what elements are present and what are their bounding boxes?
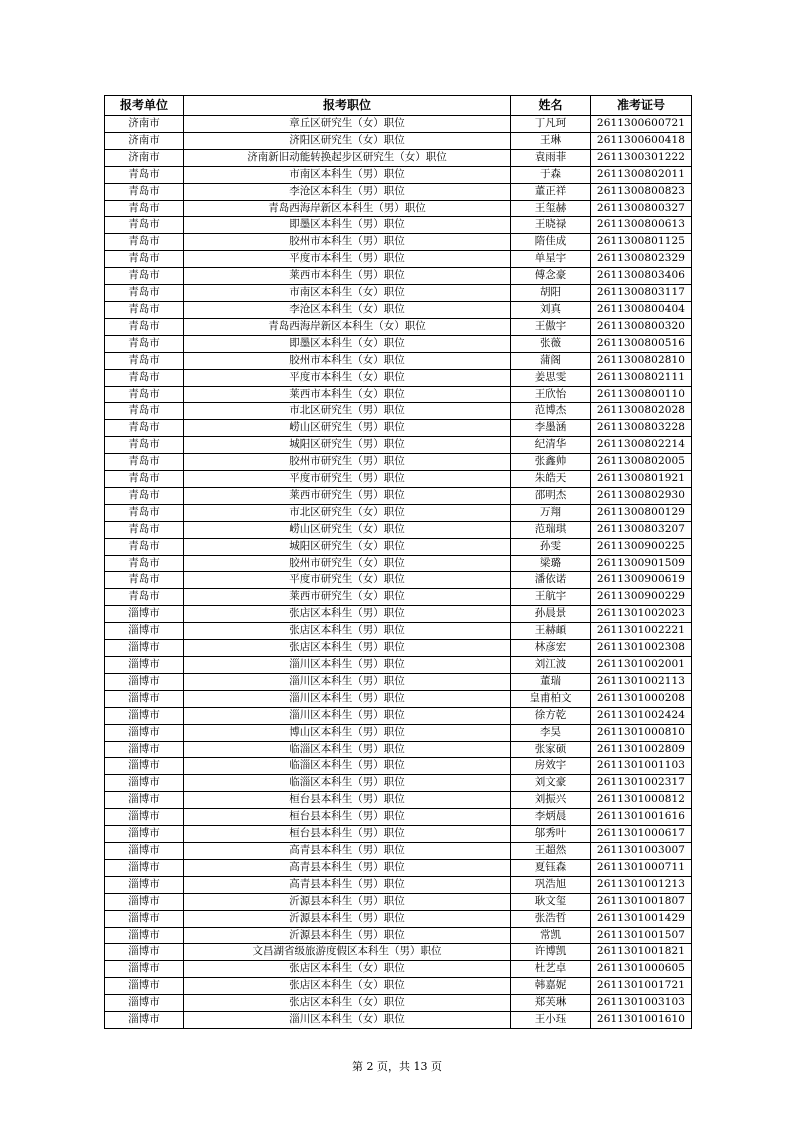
cell-name: 李昊 xyxy=(511,724,591,741)
cell-unit: 青岛市 xyxy=(105,251,184,268)
cell-exam-number: 2611301000810 xyxy=(591,724,692,741)
cell-name: 夏钰森 xyxy=(511,859,591,876)
table-row xyxy=(105,606,692,623)
candidate-table xyxy=(104,95,692,1029)
table-row xyxy=(105,792,692,809)
cell-position: 桓台县本科生（男）职位 xyxy=(184,826,511,843)
cell-exam-number: 2611301002113 xyxy=(591,673,692,690)
table-row xyxy=(105,775,692,792)
table-row xyxy=(105,944,692,961)
header-name: 姓名 xyxy=(511,96,591,116)
cell-position: 桓台县本科生（男）职位 xyxy=(184,809,511,826)
cell-exam-number: 2611300800129 xyxy=(591,504,692,521)
cell-exam-number: 2611300802214 xyxy=(591,437,692,454)
cell-name: 常凯 xyxy=(511,927,591,944)
cell-exam-number: 2611300803228 xyxy=(591,420,692,437)
cell-name: 张浩哲 xyxy=(511,910,591,927)
cell-position: 胶州市本科生（女）职位 xyxy=(184,352,511,369)
cell-name: 王琳 xyxy=(511,132,591,149)
cell-unit: 济南市 xyxy=(105,116,184,133)
cell-unit: 淄博市 xyxy=(105,673,184,690)
cell-exam-number: 2611300802111 xyxy=(591,369,692,386)
table-row xyxy=(105,657,692,674)
cell-name: 郑芙琳 xyxy=(511,995,591,1012)
table-row xyxy=(105,707,692,724)
table-row xyxy=(105,251,692,268)
cell-unit: 青岛市 xyxy=(105,420,184,437)
cell-name: 范瑞琪 xyxy=(511,521,591,538)
cell-unit: 淄博市 xyxy=(105,690,184,707)
cell-unit: 济南市 xyxy=(105,132,184,149)
cell-name: 张家硕 xyxy=(511,741,591,758)
cell-position: 济南新旧动能转换起步区研究生（女）职位 xyxy=(184,149,511,166)
cell-exam-number: 2611301002221 xyxy=(591,623,692,640)
cell-unit: 青岛市 xyxy=(105,403,184,420)
cell-exam-number: 2611301000605 xyxy=(591,961,692,978)
cell-unit: 淄博市 xyxy=(105,809,184,826)
page-footer: 第 2 页，共 13 页 xyxy=(352,1060,442,1073)
cell-position: 淄川区本科生（女）职位 xyxy=(184,1012,511,1029)
cell-position: 张店区本科生（女）职位 xyxy=(184,978,511,995)
cell-position: 高青县本科生（男）职位 xyxy=(184,842,511,859)
table-row xyxy=(105,758,692,775)
cell-unit: 青岛市 xyxy=(105,234,184,251)
table-row xyxy=(105,335,692,352)
cell-unit: 青岛市 xyxy=(105,572,184,589)
cell-position: 平度市本科生（女）职位 xyxy=(184,369,511,386)
header-unit: 报考单位 xyxy=(105,96,184,116)
table-row xyxy=(105,234,692,251)
cell-position: 李沧区本科生（男）职位 xyxy=(184,183,511,200)
cell-position: 济阳区研究生（女）职位 xyxy=(184,132,511,149)
cell-exam-number: 2611301000812 xyxy=(591,792,692,809)
cell-exam-number: 2611300800823 xyxy=(591,183,692,200)
cell-name: 孙晨景 xyxy=(511,606,591,623)
cell-name: 张薇 xyxy=(511,335,591,352)
cell-unit: 青岛市 xyxy=(105,318,184,335)
cell-exam-number: 2611301001807 xyxy=(591,893,692,910)
cell-name: 许博凯 xyxy=(511,944,591,961)
cell-exam-number: 2611301002308 xyxy=(591,640,692,657)
cell-name: 梁璐 xyxy=(511,555,591,572)
cell-exam-number: 2611301001721 xyxy=(591,978,692,995)
cell-unit: 淄博市 xyxy=(105,876,184,893)
cell-unit: 青岛市 xyxy=(105,504,184,521)
table-row xyxy=(105,741,692,758)
cell-exam-number: 2611301001616 xyxy=(591,809,692,826)
cell-unit: 青岛市 xyxy=(105,166,184,183)
cell-position: 莱西市研究生（男）职位 xyxy=(184,487,511,504)
cell-position: 市南区本科生（女）职位 xyxy=(184,285,511,302)
cell-exam-number: 2611300600418 xyxy=(591,132,692,149)
cell-name: 王晓禄 xyxy=(511,217,591,234)
cell-name: 皇甫柏文 xyxy=(511,690,591,707)
table-row xyxy=(105,504,692,521)
cell-position: 市北区研究生（男）职位 xyxy=(184,403,511,420)
cell-name: 袁雨菲 xyxy=(511,149,591,166)
cell-unit: 青岛市 xyxy=(105,352,184,369)
table-row xyxy=(105,690,692,707)
cell-unit: 青岛市 xyxy=(105,285,184,302)
table-row xyxy=(105,116,692,133)
cell-unit: 青岛市 xyxy=(105,217,184,234)
cell-name: 刘江波 xyxy=(511,657,591,674)
cell-position: 崂山区研究生（女）职位 xyxy=(184,521,511,538)
table-row xyxy=(105,217,692,234)
cell-name: 王赫頔 xyxy=(511,623,591,640)
cell-name: 傅念豪 xyxy=(511,268,591,285)
cell-exam-number: 2611301002424 xyxy=(591,707,692,724)
table-row xyxy=(105,268,692,285)
cell-exam-number: 2611301002001 xyxy=(591,657,692,674)
table-row xyxy=(105,200,692,217)
cell-position: 莱西市研究生（女）职位 xyxy=(184,589,511,606)
cell-name: 潘依诺 xyxy=(511,572,591,589)
cell-name: 邬秀叶 xyxy=(511,826,591,843)
table-row xyxy=(105,369,692,386)
cell-exam-number: 2611300600721 xyxy=(591,116,692,133)
table-row xyxy=(105,876,692,893)
cell-unit: 淄博市 xyxy=(105,707,184,724)
cell-position: 淄川区本科生（男）职位 xyxy=(184,657,511,674)
cell-name: 刘文豪 xyxy=(511,775,591,792)
cell-unit: 青岛市 xyxy=(105,386,184,403)
table-row xyxy=(105,487,692,504)
cell-name: 杜艺卓 xyxy=(511,961,591,978)
cell-exam-number: 2611300800110 xyxy=(591,386,692,403)
cell-unit: 淄博市 xyxy=(105,741,184,758)
table-row xyxy=(105,893,692,910)
cell-name: 隋佳成 xyxy=(511,234,591,251)
cell-unit: 淄博市 xyxy=(105,995,184,1012)
cell-unit: 青岛市 xyxy=(105,369,184,386)
header-position: 报考职位 xyxy=(184,96,511,116)
cell-position: 张店区本科生（男）职位 xyxy=(184,606,511,623)
cell-position: 青岛西海岸新区本科生（男）职位 xyxy=(184,200,511,217)
cell-exam-number: 2611301001821 xyxy=(591,944,692,961)
cell-position: 张店区本科生（男）职位 xyxy=(184,623,511,640)
cell-position: 胶州市研究生（男）职位 xyxy=(184,454,511,471)
cell-position: 胶州市研究生（女）职位 xyxy=(184,555,511,572)
cell-position: 沂源县本科生（男）职位 xyxy=(184,893,511,910)
cell-unit: 淄博市 xyxy=(105,775,184,792)
cell-exam-number: 2611300900619 xyxy=(591,572,692,589)
cell-position: 桓台县本科生（男）职位 xyxy=(184,792,511,809)
cell-exam-number: 2611301001103 xyxy=(591,758,692,775)
cell-position: 莱西市本科生（男）职位 xyxy=(184,268,511,285)
table-row xyxy=(105,842,692,859)
cell-unit: 青岛市 xyxy=(105,538,184,555)
cell-unit: 淄博市 xyxy=(105,859,184,876)
cell-name: 李墨涵 xyxy=(511,420,591,437)
cell-name: 巩浩旭 xyxy=(511,876,591,893)
cell-position: 高青县本科生（男）职位 xyxy=(184,859,511,876)
cell-unit: 淄博市 xyxy=(105,792,184,809)
cell-position: 沂源县本科生（男）职位 xyxy=(184,927,511,944)
cell-unit: 青岛市 xyxy=(105,268,184,285)
cell-position: 张店区本科生（女）职位 xyxy=(184,995,511,1012)
cell-name: 王玺赫 xyxy=(511,200,591,217)
cell-exam-number: 2611301000617 xyxy=(591,826,692,843)
cell-name: 万翔 xyxy=(511,504,591,521)
table-row xyxy=(105,995,692,1012)
cell-exam-number: 2611300802810 xyxy=(591,352,692,369)
table-row xyxy=(105,555,692,572)
cell-position: 张店区本科生（男）职位 xyxy=(184,640,511,657)
cell-unit: 青岛市 xyxy=(105,471,184,488)
cell-exam-number: 2611300900229 xyxy=(591,589,692,606)
table-row xyxy=(105,285,692,302)
cell-unit: 青岛市 xyxy=(105,437,184,454)
table-body xyxy=(105,116,692,1029)
cell-exam-number: 2611300800327 xyxy=(591,200,692,217)
table-row xyxy=(105,318,692,335)
header-exam-number: 准考证号 xyxy=(591,96,692,116)
cell-exam-number: 2611301001213 xyxy=(591,876,692,893)
cell-exam-number: 2611300803117 xyxy=(591,285,692,302)
cell-position: 高青县本科生（男）职位 xyxy=(184,876,511,893)
table-row xyxy=(105,809,692,826)
cell-exam-number: 2611301003103 xyxy=(591,995,692,1012)
cell-name: 张鑫帅 xyxy=(511,454,591,471)
cell-position: 即墨区本科生（女）职位 xyxy=(184,335,511,352)
table-row xyxy=(105,521,692,538)
cell-position: 平度市研究生（女）职位 xyxy=(184,572,511,589)
cell-unit: 淄博市 xyxy=(105,606,184,623)
cell-name: 丁凡珂 xyxy=(511,116,591,133)
cell-name: 蒲阁 xyxy=(511,352,591,369)
cell-exam-number: 2611300800404 xyxy=(591,301,692,318)
cell-position: 城阳区研究生（男）职位 xyxy=(184,437,511,454)
table-row xyxy=(105,724,692,741)
cell-exam-number: 2611301001507 xyxy=(591,927,692,944)
cell-exam-number: 2611301001610 xyxy=(591,1012,692,1029)
cell-name: 徐方乾 xyxy=(511,707,591,724)
cell-position: 章丘区研究生（女）职位 xyxy=(184,116,511,133)
cell-unit: 淄博市 xyxy=(105,927,184,944)
cell-exam-number: 2611300802930 xyxy=(591,487,692,504)
cell-unit: 青岛市 xyxy=(105,183,184,200)
cell-position: 市北区研究生（女）职位 xyxy=(184,504,511,521)
cell-unit: 淄博市 xyxy=(105,842,184,859)
cell-name: 范博杰 xyxy=(511,403,591,420)
cell-name: 刘真 xyxy=(511,301,591,318)
cell-position: 张店区本科生（女）职位 xyxy=(184,961,511,978)
cell-exam-number: 2611300800613 xyxy=(591,217,692,234)
cell-unit: 青岛市 xyxy=(105,589,184,606)
cell-exam-number: 2611301002023 xyxy=(591,606,692,623)
table-row xyxy=(105,673,692,690)
cell-exam-number: 2611300803406 xyxy=(591,268,692,285)
table-row xyxy=(105,471,692,488)
cell-name: 单星宇 xyxy=(511,251,591,268)
cell-position: 临淄区本科生（男）职位 xyxy=(184,775,511,792)
cell-position: 文昌湖省级旅游度假区本科生（男）职位 xyxy=(184,944,511,961)
cell-exam-number: 2611301002809 xyxy=(591,741,692,758)
cell-name: 房效宇 xyxy=(511,758,591,775)
cell-unit: 淄博市 xyxy=(105,758,184,775)
cell-unit: 淄博市 xyxy=(105,978,184,995)
cell-position: 沂源县本科生（男）职位 xyxy=(184,910,511,927)
table-row xyxy=(105,1012,692,1029)
cell-unit: 青岛市 xyxy=(105,521,184,538)
cell-name: 朱皓天 xyxy=(511,471,591,488)
cell-unit: 淄博市 xyxy=(105,944,184,961)
cell-position: 淄川区本科生（男）职位 xyxy=(184,673,511,690)
cell-name: 李炳晨 xyxy=(511,809,591,826)
table-row xyxy=(105,420,692,437)
cell-exam-number: 2611300802329 xyxy=(591,251,692,268)
cell-name: 董正祥 xyxy=(511,183,591,200)
cell-name: 林彦宏 xyxy=(511,640,591,657)
table-row xyxy=(105,386,692,403)
cell-exam-number: 2611300802028 xyxy=(591,403,692,420)
cell-unit: 青岛市 xyxy=(105,301,184,318)
cell-position: 平度市本科生（男）职位 xyxy=(184,251,511,268)
cell-exam-number: 2611300802011 xyxy=(591,166,692,183)
cell-name: 董瑞 xyxy=(511,673,591,690)
table-row xyxy=(105,166,692,183)
cell-name: 王小珏 xyxy=(511,1012,591,1029)
cell-position: 博山区本科生（男）职位 xyxy=(184,724,511,741)
cell-position: 淄川区本科生（男）职位 xyxy=(184,707,511,724)
cell-unit: 淄博市 xyxy=(105,724,184,741)
cell-name: 孙雯 xyxy=(511,538,591,555)
table-row xyxy=(105,589,692,606)
table-header-row xyxy=(105,96,692,116)
cell-name: 耿文玺 xyxy=(511,893,591,910)
cell-position: 平度市研究生（男）职位 xyxy=(184,471,511,488)
table-row xyxy=(105,927,692,944)
table-row xyxy=(105,910,692,927)
table-row xyxy=(105,640,692,657)
cell-exam-number: 2611300802005 xyxy=(591,454,692,471)
cell-exam-number: 2611300901509 xyxy=(591,555,692,572)
cell-exam-number: 2611300803207 xyxy=(591,521,692,538)
cell-position: 李沧区本科生（女）职位 xyxy=(184,301,511,318)
cell-exam-number: 2611301003007 xyxy=(591,842,692,859)
cell-exam-number: 2611301000208 xyxy=(591,690,692,707)
cell-name: 王超然 xyxy=(511,842,591,859)
cell-unit: 淄博市 xyxy=(105,826,184,843)
table-row xyxy=(105,132,692,149)
cell-exam-number: 2611301001429 xyxy=(591,910,692,927)
cell-unit: 青岛市 xyxy=(105,454,184,471)
cell-position: 胶州市本科生（男）职位 xyxy=(184,234,511,251)
table-row xyxy=(105,623,692,640)
cell-position: 市南区本科生（男）职位 xyxy=(184,166,511,183)
cell-position: 临淄区本科生（男）职位 xyxy=(184,741,511,758)
cell-unit: 青岛市 xyxy=(105,200,184,217)
cell-position: 莱西市本科生（女）职位 xyxy=(184,386,511,403)
table-row xyxy=(105,859,692,876)
cell-unit: 淄博市 xyxy=(105,640,184,657)
table-row xyxy=(105,183,692,200)
cell-exam-number: 2611300800516 xyxy=(591,335,692,352)
cell-exam-number: 2611301000711 xyxy=(591,859,692,876)
cell-name: 姜思雯 xyxy=(511,369,591,386)
cell-name: 王航宇 xyxy=(511,589,591,606)
cell-exam-number: 2611300801921 xyxy=(591,471,692,488)
table-row xyxy=(105,437,692,454)
cell-name: 韩嘉妮 xyxy=(511,978,591,995)
cell-unit: 青岛市 xyxy=(105,487,184,504)
cell-unit: 青岛市 xyxy=(105,555,184,572)
cell-exam-number: 2611300900225 xyxy=(591,538,692,555)
cell-position: 淄川区本科生（男）职位 xyxy=(184,690,511,707)
cell-name: 王傲宇 xyxy=(511,318,591,335)
cell-exam-number: 2611300801125 xyxy=(591,234,692,251)
cell-name: 于森 xyxy=(511,166,591,183)
table-row xyxy=(105,538,692,555)
cell-unit: 青岛市 xyxy=(105,335,184,352)
cell-unit: 淄博市 xyxy=(105,657,184,674)
table-row xyxy=(105,961,692,978)
table-row xyxy=(105,978,692,995)
cell-exam-number: 2611301002317 xyxy=(591,775,692,792)
cell-unit: 淄博市 xyxy=(105,623,184,640)
table-row xyxy=(105,454,692,471)
table-row xyxy=(105,149,692,166)
cell-name: 王欣怡 xyxy=(511,386,591,403)
cell-position: 城阳区研究生（女）职位 xyxy=(184,538,511,555)
cell-unit: 淄博市 xyxy=(105,910,184,927)
cell-unit: 淄博市 xyxy=(105,893,184,910)
cell-unit: 淄博市 xyxy=(105,1012,184,1029)
cell-exam-number: 2611300301222 xyxy=(591,149,692,166)
cell-position: 临淄区本科生（男）职位 xyxy=(184,758,511,775)
cell-position: 崂山区研究生（男）职位 xyxy=(184,420,511,437)
cell-name: 刘振兴 xyxy=(511,792,591,809)
table-row xyxy=(105,826,692,843)
table-row xyxy=(105,301,692,318)
cell-exam-number: 2611300800320 xyxy=(591,318,692,335)
cell-unit: 淄博市 xyxy=(105,961,184,978)
cell-name: 胡阳 xyxy=(511,285,591,302)
cell-position: 青岛西海岸新区本科生（女）职位 xyxy=(184,318,511,335)
table-row xyxy=(105,572,692,589)
table-row xyxy=(105,352,692,369)
cell-name: 邵明杰 xyxy=(511,487,591,504)
cell-position: 即墨区本科生（男）职位 xyxy=(184,217,511,234)
cell-unit: 济南市 xyxy=(105,149,184,166)
table-row xyxy=(105,403,692,420)
cell-name: 纪清华 xyxy=(511,437,591,454)
